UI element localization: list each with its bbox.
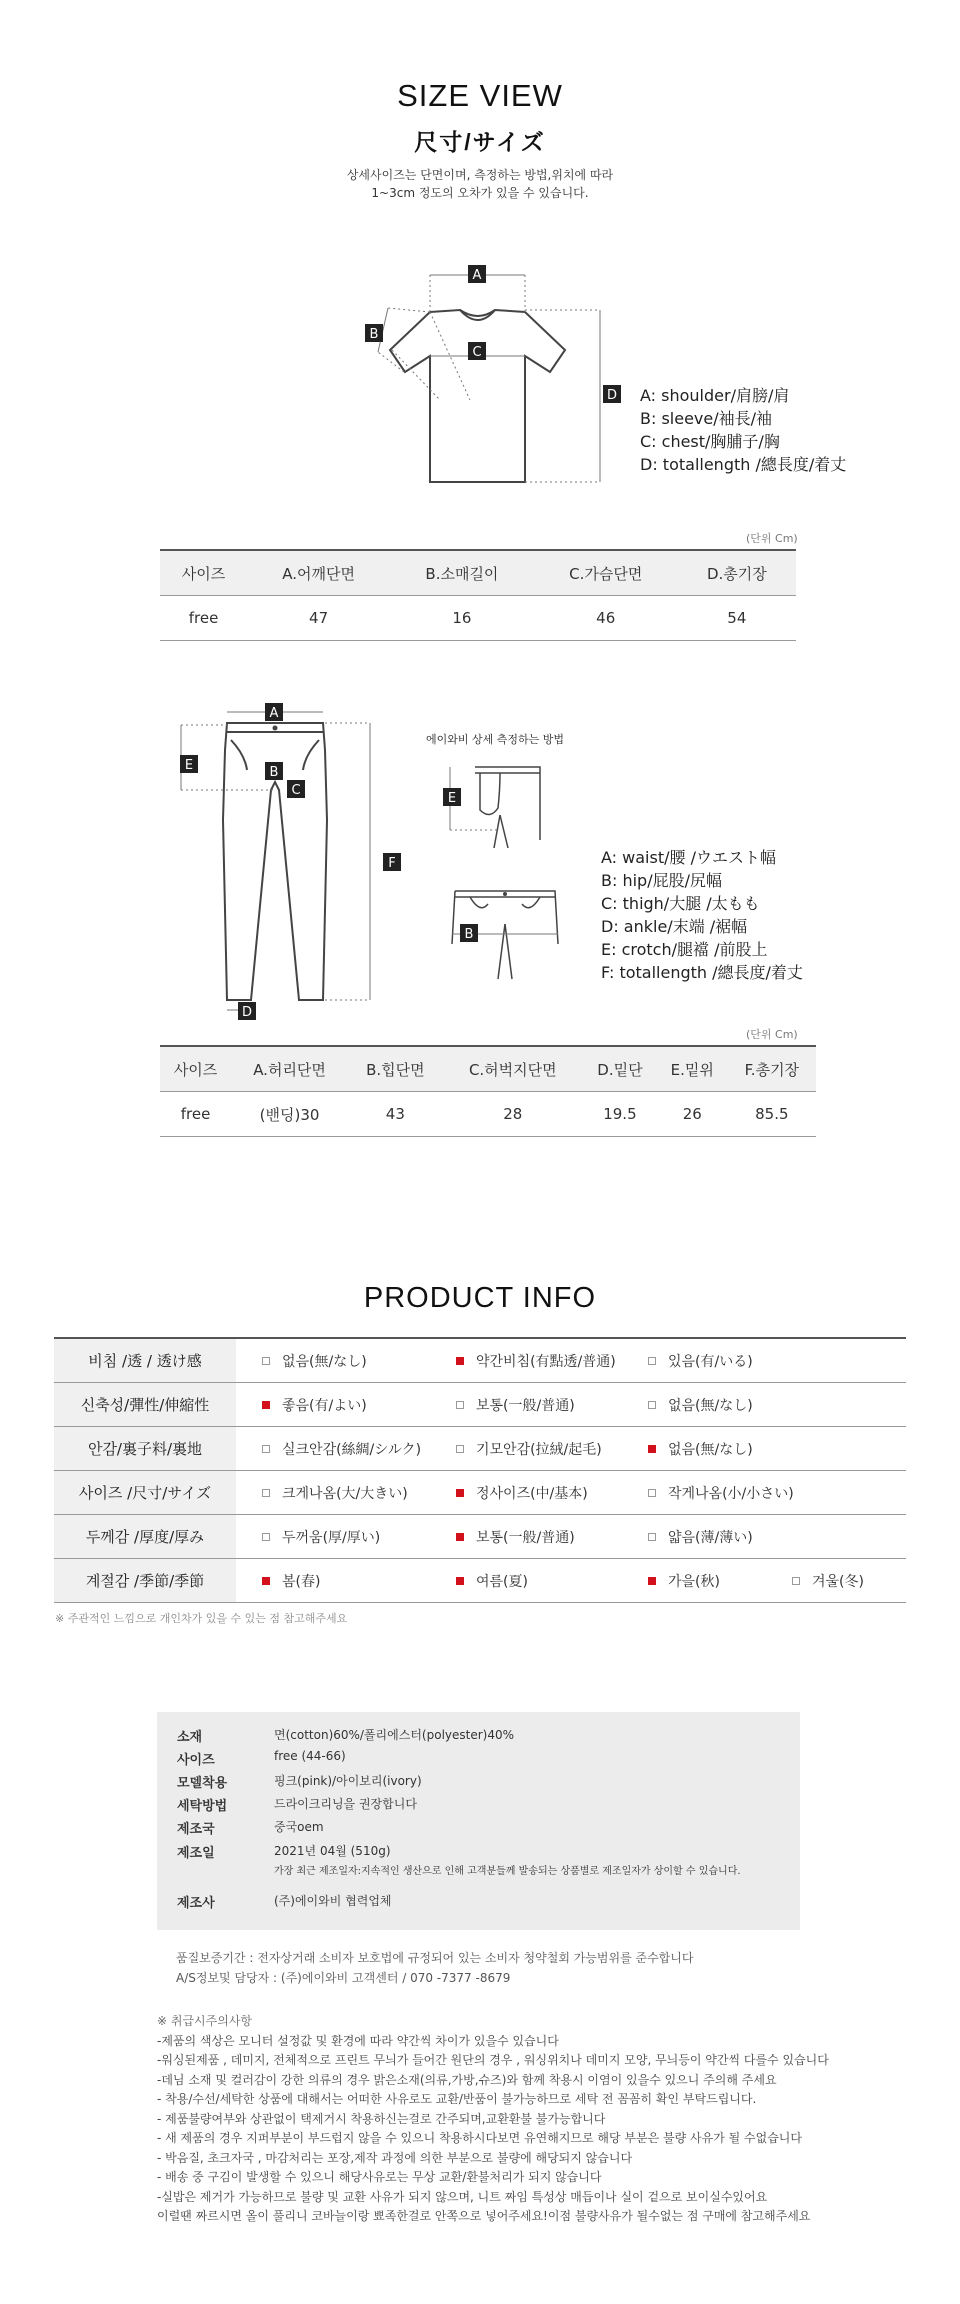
- table-header: C.가슴단면: [534, 550, 678, 596]
- option-label: 봄(春): [282, 1573, 321, 1590]
- option-label: 크게나옴(大/大きい): [282, 1485, 408, 1502]
- option-label: 보통(一般/普通): [476, 1529, 575, 1546]
- pants-legend-b: B: hip/屁股/尻幅: [601, 871, 722, 890]
- top-unit: (단위 Cm): [746, 532, 798, 545]
- option-label: 가을(秋): [668, 1573, 720, 1590]
- option-label: 보통(一般/普通): [476, 1397, 575, 1414]
- warranty-line2: A/S정보및 담당자 : (주)에이와비 고객센터 / 070 -7377 -8679: [176, 1971, 511, 1985]
- table-cell: 47: [247, 596, 390, 641]
- spec-row: [177, 1749, 346, 1768]
- product-info-option: [262, 1439, 456, 1459]
- checkbox-checked: [262, 1577, 270, 1585]
- checkbox-unchecked: [262, 1445, 270, 1453]
- top-legend-c: C: chest/胸脯子/胸: [640, 432, 780, 451]
- pants-legend: [601, 846, 803, 984]
- table-header: C.허벅지단면: [443, 1046, 583, 1092]
- table-cell: 54: [678, 596, 796, 641]
- table-cell: 85.5: [728, 1092, 816, 1137]
- table-header: B.소매길이: [390, 550, 534, 596]
- product-info-option: [456, 1439, 648, 1459]
- svg-text:C: C: [472, 345, 482, 360]
- care-heading: ※ 취급시주의사항: [157, 2014, 253, 2028]
- table-cell: 19.5: [583, 1092, 657, 1137]
- svg-text:C: C: [291, 783, 301, 798]
- product-info-option: [456, 1483, 648, 1503]
- product-info-option: [456, 1571, 648, 1591]
- table-cell: 16: [390, 596, 534, 641]
- option-label: 기모안감(拉絨/起毛): [476, 1441, 602, 1458]
- warranty-line1: 품질보증기간 : 전자상거래 소비자 보호법에 규정되어 있는 소비자 청약철회 가능범위를 준수합니다: [176, 1951, 694, 1965]
- pants-method-label: 에이와비 상세 측정하는 방법: [426, 733, 565, 746]
- option-label: 없음(無/なし): [668, 1441, 753, 1458]
- checkbox-unchecked: [792, 1577, 800, 1585]
- table-header: F.총기장: [728, 1046, 816, 1092]
- svg-text:D: D: [241, 1005, 253, 1020]
- spec-value: free (44-66): [274, 1749, 346, 1763]
- method-marker-e: [443, 788, 461, 806]
- pants-marker-c: [287, 780, 305, 798]
- top-size-row: [160, 596, 796, 641]
- spec-key: 소재: [177, 1730, 203, 1745]
- size-note-line2: 1~3cm 정도의 오차가 있을 수 있습니다.: [371, 186, 589, 200]
- table-header: D.밑단: [583, 1046, 657, 1092]
- spec-row: [177, 1772, 422, 1791]
- product-info-label: 안감/裏子料/裏地: [54, 1427, 236, 1470]
- care-line: - 새 제품의 경우 지퍼부분이 부드럽지 않을 수 있으니 착용하시다보면 유연해지므로 해당 부분은 불량 사유가 될 수없습니다: [157, 2131, 802, 2145]
- option-label: 두꺼움(厚/厚い): [282, 1529, 381, 1546]
- option-label: 정사이즈(中/基本): [476, 1485, 588, 1502]
- spec-row: [177, 1795, 417, 1814]
- option-label: 없음(無/なし): [668, 1397, 753, 1414]
- size-view-subtitle: 尺寸/サイズ: [414, 129, 546, 155]
- top-legend-d: D: totallength /總長度/着丈: [640, 455, 847, 474]
- spec-row: [177, 1842, 741, 1877]
- product-info-label: 두께감 /厚度/厚み: [54, 1515, 236, 1558]
- spec-box: [157, 1712, 800, 1930]
- checkbox-unchecked: [456, 1445, 464, 1453]
- product-info-option: [262, 1395, 456, 1415]
- spec-row: [177, 1818, 324, 1837]
- product-info-table: [54, 1337, 906, 1603]
- spec-key: 세탁방법: [177, 1799, 228, 1814]
- product-info-label: 계절감 /季節/季節: [54, 1559, 236, 1602]
- pants-legend-d: D: ankle/末端 /裾幅: [601, 917, 748, 936]
- checkbox-unchecked: [262, 1357, 270, 1365]
- table-cell: 28: [443, 1092, 583, 1137]
- size-view-title: SIZE VIEW: [397, 78, 563, 113]
- checkbox-checked: [456, 1357, 464, 1365]
- table-cell: 46: [534, 596, 678, 641]
- svg-text:E: E: [447, 791, 457, 806]
- option-label: 없음(無/なし): [282, 1353, 367, 1370]
- checkbox-checked: [648, 1445, 656, 1453]
- product-info-option: [648, 1571, 792, 1591]
- product-info-row: [54, 1383, 906, 1427]
- care-line: -제품의 색상은 모니터 설정값 및 환경에 따라 약간씩 차이가 있을수 있습니다: [157, 2033, 559, 2048]
- option-label: 겨울(冬): [812, 1573, 864, 1590]
- table-cell: free: [160, 1092, 231, 1137]
- svg-text:B: B: [464, 927, 474, 942]
- product-info-option: [262, 1483, 456, 1503]
- top-legend-b: B: sleeve/袖長/袖: [640, 409, 773, 428]
- table-header: 사이즈: [160, 1046, 231, 1092]
- spec-value: 핑크(pink)/아이보리(ivory): [274, 1774, 422, 1788]
- method-marker-b: [460, 924, 478, 942]
- table-cell: free: [160, 596, 247, 641]
- svg-text:B: B: [269, 765, 279, 780]
- spec-value: (주)에이와비 협력업체: [274, 1894, 392, 1908]
- spec-date-note: 가장 최근 제조일자:지속적인 생산으로 인해 고객분들께 발송되는 상품별로 제조일자가 상이할 수 있습니다.: [274, 1866, 741, 1877]
- product-info-row: [54, 1471, 906, 1515]
- option-label: 좋음(有/よい): [282, 1397, 367, 1414]
- care-line: -실밥은 제거가 가능하므로 불량 및 교환 사유가 되지 않으며, 니트 짜임 특성상 매듭이나 실이 겉으로 보이실수있어요: [157, 2189, 768, 2204]
- checkbox-checked: [456, 1577, 464, 1585]
- hip-method-diagram: [440, 884, 570, 984]
- warranty: [176, 1948, 693, 1988]
- care-line: - 배송 중 구김이 발생할 수 있으니 해당사유로는 무상 교환/환불처리가 되지 않습니다: [157, 2170, 602, 2184]
- product-info-option: [262, 1527, 456, 1547]
- option-label: 여름(夏): [476, 1573, 528, 1590]
- checkbox-unchecked: [262, 1489, 270, 1497]
- tshirt-marker-a: [468, 265, 486, 283]
- care-line: -워싱된제품 , 데미지, 전체적으로 프린트 무늬가 들어간 원단의 경우 , 워싱위치나 데미지 모양, 무늬등이 약간씩 다를수 있습니다: [157, 2053, 829, 2067]
- table-header: B.힙단면: [348, 1046, 443, 1092]
- product-info-title: PRODUCT INFO: [363, 1282, 597, 1314]
- table-cell: (밴딩)30: [231, 1092, 348, 1137]
- pants-size-header-row: [160, 1046, 816, 1092]
- table-header: D.총기장: [678, 550, 796, 596]
- pants-diagram: [175, 700, 415, 1030]
- pants-marker-b: [265, 762, 283, 780]
- svg-text:F: F: [388, 856, 396, 871]
- spec-key: 사이즈: [177, 1753, 215, 1768]
- care-line: - 착용/수선/세탁한 상품에 대해서는 어떠한 사유로도 교환/반품이 불가능하므로 세탁 전 꼼꼼히 확인 부탁드립니다.: [157, 2092, 757, 2106]
- spec-value: 중국oem: [274, 1820, 324, 1834]
- spec-key: 모델착용: [177, 1776, 228, 1791]
- pants-legend-c: C: thigh/大腿 /太もも: [601, 894, 760, 913]
- checkbox-unchecked: [456, 1401, 464, 1409]
- size-note: [0, 166, 960, 202]
- spec-row: [177, 1726, 514, 1745]
- tshirt-marker-b: [365, 324, 383, 342]
- product-info-option: [456, 1527, 648, 1547]
- top-legend-a: A: shoulder/肩膀/肩: [640, 386, 790, 405]
- size-note-line1: 상세사이즈는 단면이며, 측정하는 방법,위치에 따라: [346, 168, 614, 182]
- pants-marker-e: [180, 755, 198, 773]
- table-header: A.어깨단면: [247, 550, 390, 596]
- table-cell: 26: [657, 1092, 728, 1137]
- option-label: 실크안감(絲綢/シルク): [282, 1441, 422, 1458]
- table-header: E.밑위: [657, 1046, 728, 1092]
- product-info-label: 신축성/彈性/伸縮性: [54, 1383, 236, 1426]
- spec-row: [177, 1892, 392, 1911]
- tshirt-diagram: [360, 260, 630, 490]
- spec-key: 제조국: [177, 1822, 215, 1837]
- care-line: -데님 소재 및 컬러감이 강한 의류의 경우 밝은소재(의류,가방,슈즈)와 함께 착용시 이염이 있을수 있으니 주의해 주세요: [157, 2072, 777, 2087]
- product-info-row: [54, 1427, 906, 1471]
- checkbox-checked: [262, 1401, 270, 1409]
- table-header: A.허리단면: [231, 1046, 348, 1092]
- checkbox-checked: [456, 1489, 464, 1497]
- pants-unit: (단위 Cm): [746, 1028, 798, 1041]
- product-info-option: [262, 1571, 456, 1591]
- top-legend: [640, 384, 846, 476]
- checkbox-unchecked: [262, 1533, 270, 1541]
- product-info-option: [648, 1439, 753, 1459]
- checkbox-unchecked: [648, 1357, 656, 1365]
- spec-key: 제조일: [177, 1846, 215, 1861]
- care-instructions: [157, 2012, 829, 2227]
- spec-key: 제조사: [177, 1896, 215, 1911]
- product-info-option: [456, 1395, 648, 1415]
- option-label: 약간비침(有點透/普通): [476, 1353, 616, 1370]
- product-info-note: ※ 주관적인 느낌으로 개인차가 있을 수 있는 점 참고해주세요: [55, 1612, 348, 1625]
- checkbox-unchecked: [648, 1401, 656, 1409]
- pants-size-row: [160, 1092, 816, 1137]
- checkbox-unchecked: [648, 1489, 656, 1497]
- svg-text:A: A: [472, 268, 482, 283]
- pants-legend-a: A: waist/腰 /ウエスト幅: [601, 848, 776, 867]
- product-info-label: 비침 /透 / 透け感: [54, 1339, 236, 1382]
- product-info-option: [456, 1351, 648, 1371]
- product-info-option: [648, 1351, 753, 1371]
- crotch-method-diagram: [440, 760, 560, 860]
- product-info-row: [54, 1515, 906, 1559]
- care-line: - 제품불량여부와 상관없이 택제거시 착용하신는걸로 간주되며,교환환불 불가능합니다: [157, 2111, 606, 2126]
- pants-marker-a: [265, 703, 283, 721]
- spec-value: 2021년 04월 (510g): [274, 1844, 391, 1858]
- svg-text:A: A: [269, 706, 279, 721]
- pants-measure-lines: [181, 712, 370, 1010]
- product-info-option: [648, 1527, 753, 1547]
- svg-text:D: D: [606, 388, 618, 403]
- checkbox-unchecked: [648, 1533, 656, 1541]
- svg-text:B: B: [369, 327, 379, 342]
- tshirt-outline: [390, 310, 565, 482]
- pants-marker-d: [238, 1002, 256, 1020]
- pants-legend-f: F: totallength /總長度/着丈: [601, 963, 803, 982]
- option-label: 얇음(薄/薄い): [668, 1529, 753, 1546]
- pants-legend-e: E: crotch/腿襠 /前股上: [601, 940, 768, 959]
- care-line: 이럴땐 짜르시면 올이 풀리니 코바늘이랑 뾰족한걸로 안쪽으로 넣어주세요!이점 불량사유가 될수없는 점 구매에 참고해주세요: [157, 2209, 811, 2223]
- spec-value: 드라이크리닝을 권장합니다: [274, 1797, 417, 1811]
- spec-value: 면(cotton)60%/폴리에스터(polyester)40%: [274, 1728, 515, 1742]
- product-info-row: [54, 1559, 906, 1603]
- top-size-table: [160, 549, 796, 641]
- product-info-row: [54, 1339, 906, 1383]
- product-info-option: [262, 1351, 456, 1371]
- option-label: 있음(有/いる): [668, 1353, 753, 1370]
- product-info-option: [648, 1395, 753, 1415]
- tshirt-marker-c: [468, 342, 486, 360]
- product-info-option: [792, 1571, 864, 1591]
- tshirt-measure-lines: [378, 275, 600, 482]
- table-header: 사이즈: [160, 550, 247, 596]
- top-size-header-row: [160, 550, 796, 596]
- product-info-option: [648, 1483, 794, 1503]
- svg-text:E: E: [184, 758, 194, 773]
- option-label: 작게나옴(小/小さい): [668, 1485, 794, 1502]
- care-line: - 박음질, 초크자국 , 마감처리는 포장,제작 과정에 의한 부분으로 불량에 해당되지 않습니다: [157, 2150, 633, 2165]
- table-cell: 43: [348, 1092, 443, 1137]
- pants-size-table: [160, 1045, 816, 1137]
- checkbox-checked: [648, 1577, 656, 1585]
- product-info-label: 사이즈 /尺寸/サイズ: [54, 1471, 236, 1514]
- tshirt-marker-d: [603, 385, 621, 403]
- pants-marker-f: [383, 853, 401, 871]
- checkbox-checked: [456, 1533, 464, 1541]
